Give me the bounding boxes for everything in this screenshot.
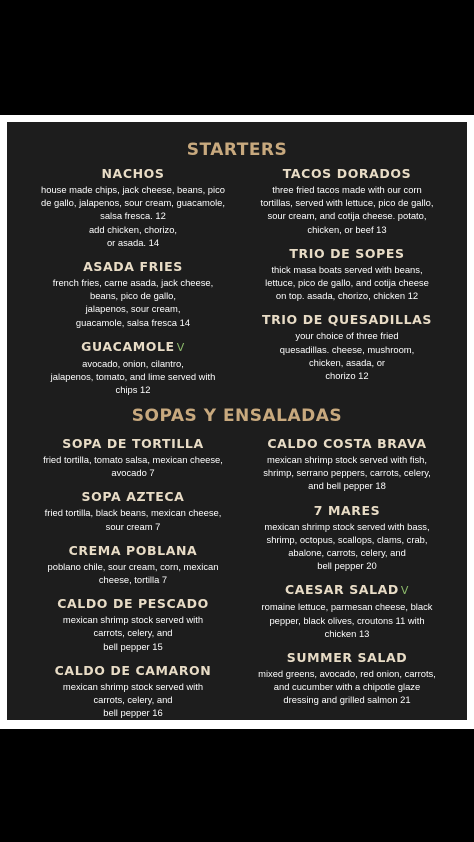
section-title-starters: STARTERS — [186, 140, 288, 160]
item-description: your choice of three fried quesadillas. cheese, mushroom, chicken, asada, or chorizo 12 — [279, 330, 415, 382]
item-name: SOPA AZTECA — [81, 489, 185, 505]
menu-item-sopa-de-tortilla — [23, 436, 243, 479]
item-description: mexican shrimp stock served with carrots, celery, and bell pepper 15 — [62, 614, 204, 652]
item-description: mexican shrimp stock served with bass, shrimp, octopus, scallops, clams, crab, abalone, carrots, celery, and bell pepper 20 — [264, 520, 430, 572]
item-name: TRIO DE SOPES — [289, 245, 405, 261]
item-name: TRIO DE QUESADILLAS — [261, 312, 433, 328]
sopas-left-column — [23, 436, 243, 729]
item-name: ASADA FRIES — [83, 259, 183, 275]
menu-item-sopa-azteca — [23, 489, 243, 532]
menu-item-trio-de-quesadillas — [237, 312, 457, 382]
item-description: three fried tacos made with our corn tortillas, served with lettuce, pico de gallo, sour cream, and cotija cheese. potato, chicken, or beef 13 — [260, 184, 434, 235]
sopas-right-column — [237, 436, 457, 717]
item-description: romaine lettuce, parmesan cheese, black pepper, black olives, croutons 11 with chicken 13 — [261, 601, 433, 639]
item-description: fried tortilla, black beans, mexican cheese, sour cream 7 — [44, 507, 222, 532]
starters-right-column — [237, 166, 457, 392]
item-description: avocado, onion, cilantro, jalapenos, tomato, and lime served with chips 12 — [50, 357, 216, 396]
menu-item-caldo-costa-brava — [237, 436, 457, 493]
menu-item-asada-fries — [23, 259, 243, 329]
menu-card — [7, 122, 467, 720]
menu-item-trio-de-sopes — [237, 246, 457, 303]
menu-item-crema-poblana — [23, 543, 243, 586]
item-name: NACHOS — [101, 166, 165, 181]
item-name-row — [23, 339, 243, 356]
item-name: GUACAMOLE — [81, 338, 175, 354]
menu-item-caesar-salad — [237, 582, 457, 640]
item-name: SOPA DE TORTILLA — [62, 436, 204, 451]
menu-item-tacos-dorados — [237, 166, 457, 236]
item-description: mexican shrimp stock served with carrots, celery, and bell pepper 16 — [62, 680, 204, 719]
section-title-sopas-y-ensaladas: SOPAS Y ENSALADAS — [131, 406, 343, 426]
item-name: TACOS DORADOS — [282, 166, 412, 181]
menu-item-caldo-de-camaron — [23, 663, 243, 720]
item-description: mixed greens, avocado, red onion, carrots, and cucumber with a chipotle glaze dressing and grilled salmon 21 — [258, 668, 436, 706]
item-description: house made chips, jack cheese, beans, pico de gallo, jalapenos, sour cream, guacamole, salsa fresca. 12 add chicken, chorizo, or asada. 14 — [41, 184, 225, 248]
item-name: 7 MARES — [313, 502, 381, 518]
starters-left-column — [23, 166, 243, 406]
item-description: poblano chile, sour cream, corn, mexican cheese, tortilla 7 — [47, 560, 219, 586]
menu-item-guacamole — [23, 339, 243, 397]
item-name-row — [237, 582, 457, 599]
menu-item-caldo-de-pescado — [23, 596, 243, 653]
item-description: fried tortilla, tomato salsa, mexican cheese, avocado 7 — [43, 454, 223, 479]
menu-item-7-mares — [237, 503, 457, 573]
vegetarian-icon: V — [176, 340, 185, 354]
item-name: SUMMER SALAD — [286, 650, 408, 666]
item-description: thick masa boats served with beans, lettuce, pico de gallo, and cotija cheese on top. asada, chorizo, chicken 12 — [265, 263, 429, 302]
menu-item-summer-salad — [237, 650, 457, 707]
item-name: CALDO DE CAMARON — [54, 662, 212, 678]
item-name: CAESAR SALAD — [284, 582, 399, 598]
item-description: mexican shrimp stock served with fish, shrimp, serrano peppers, carrots, celery, and bell pepper 18 — [263, 454, 431, 492]
menu-item-nachos — [23, 166, 243, 249]
item-name: CALDO COSTA BRAVA — [267, 436, 427, 451]
item-description: french fries, carne asada, jack cheese, beans, pico de gallo, jalapenos, sour cream, guacamole, salsa fresca 14 — [52, 277, 214, 328]
vegetarian-icon: V — [400, 584, 410, 598]
item-name: CREMA POBLANA — [68, 542, 198, 558]
item-name: CALDO DE PESCADO — [57, 596, 209, 612]
